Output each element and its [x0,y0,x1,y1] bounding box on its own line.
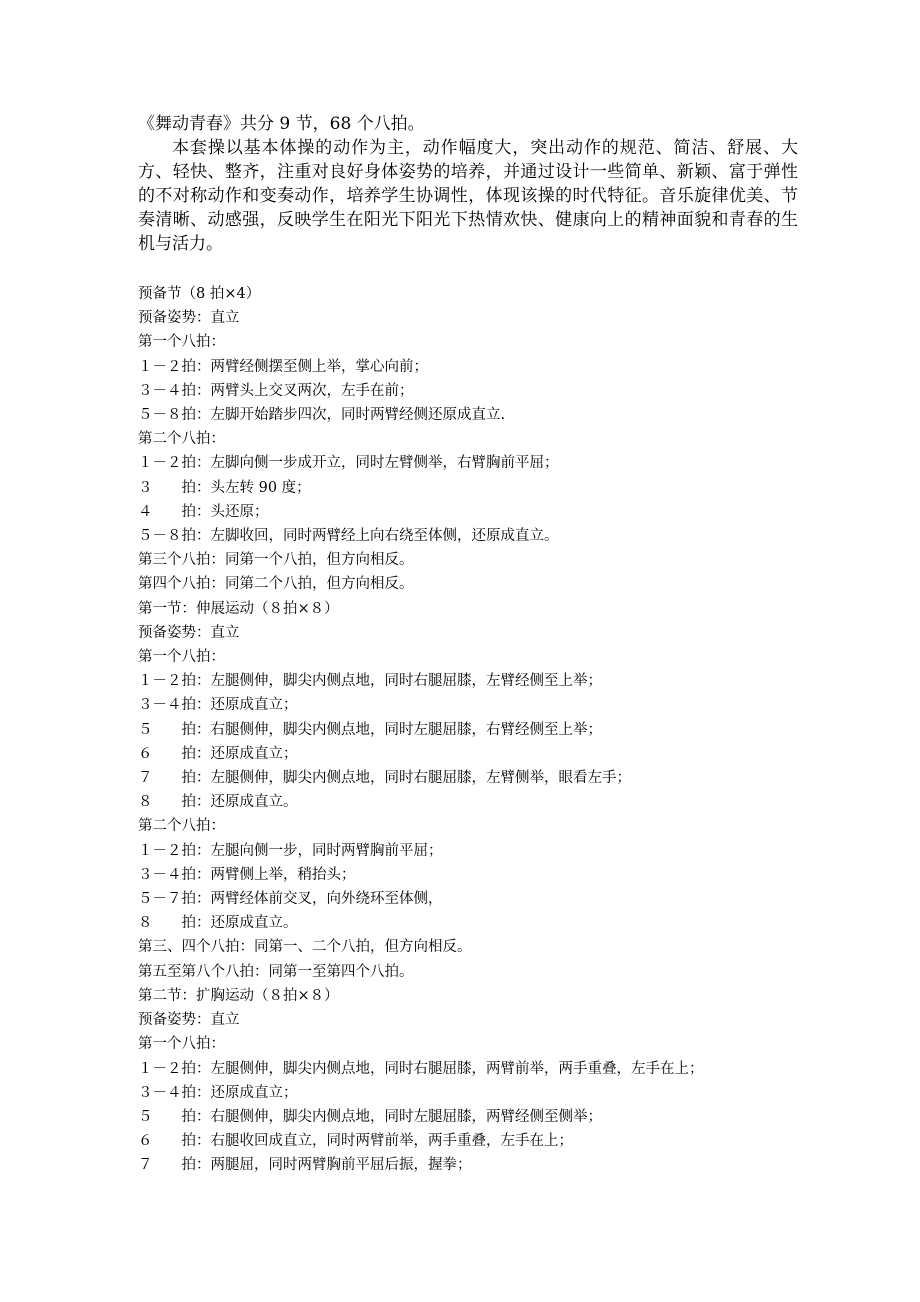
step-line: 第四个八拍：同第二个八拍，但方向相反。 [138,576,414,593]
step-line: １－２拍：左腿向侧一步，同时两臂胸前平屈； [138,842,443,859]
step-line: ５－７拍：两臂经体前交叉，向外绕环至体侧， [138,891,443,908]
exercise-steps [138,282,818,1178]
step-line: ７ 拍：左腿侧伸，脚尖内侧点地，同时右腿屈膝，左臂侧举，眼看左手； [138,770,631,787]
step-line: 第二个八拍： [138,818,225,835]
step-line: ３－４拍：还原成直立； [138,697,298,714]
step-line: 第五至第八个八拍：同第一至第四个八拍。 [138,963,414,980]
step-line: ３ 拍：头左转 90 度； [138,479,311,496]
intro-title-line: 《舞动青春》共分 9 节，68 个八拍。 [138,114,425,134]
step-line: ４ 拍：头还原； [138,503,269,520]
step-line: ６ 拍：右腿收回成直立，同时两臂前举，两手重叠，左手在上； [138,1133,573,1150]
step-line: 预备姿势：直立 [138,310,240,327]
step-line: 第三个八拍：同第一个八拍，但方向相反。 [138,552,414,569]
step-line: 第一节：伸展运动（８拍×８） [138,600,339,617]
step-line: 第一个八拍： [138,334,225,351]
step-line: 第一个八拍： [138,1036,225,1053]
step-line: ３－４拍：两臂侧上举，稍抬头； [138,866,356,883]
step-line: １－２拍：左脚向侧一步成开立，同时左臂侧举，右臂胸前平屈； [138,455,559,472]
step-line: ６ 拍：还原成直立； [138,745,298,762]
step-line: ５－８拍：左脚开始踏步四次，同时两臂经侧还原成直立. [138,407,506,424]
step-line: １－２拍：两臂经侧摆至侧上举，掌心向前； [138,358,428,375]
step-line: 第二个八拍： [138,431,225,448]
intro-paragraph: 本套操以基本体操的动作为主，动作幅度大，突出动作的规范、简洁、舒展、大方、轻快、整齐，注重对良好身体姿势的培养，并通过设计一些简单、新颖、富于弹性的不对称动作和变奏动作，培养学生协调性，体现该操的时代特征。音乐旋律优美、节奏清晰、动感强，反映学生在阳光下阳光下热情欢快、健康向上的精神面貌和青春的生机与活力。 [138,138,798,254]
step-line: ８ 拍：还原成直立。 [138,794,298,811]
step-line: 预备姿势：直立 [138,1012,240,1029]
step-line: 预备节（8 拍×4） [138,286,261,302]
step-line: 第三、四个八拍：同第一、二个八拍，但方向相反。 [138,939,472,956]
step-line: 第一个八拍： [138,649,225,666]
intro-section [138,112,798,256]
step-line: ３－４拍：还原成直立； [138,1084,298,1101]
step-line: ３－４拍：两臂头上交叉两次，左手在前； [138,382,414,399]
step-line: 预备姿势：直立 [138,624,240,641]
step-line: ８ 拍：还原成直立。 [138,915,298,932]
step-line: 第二节：扩胸运动（８拍×８） [138,987,339,1004]
step-line: ７ 拍：两腿屈，同时两臂胸前平屈后振，握拳； [138,1157,472,1174]
step-line: １－２拍：左腿侧伸，脚尖内侧点地，同时右腿屈膝，左臂经侧至上举； [138,673,602,690]
step-line: ５ 拍：右腿侧伸，脚尖内侧点地，同时左腿屈膝，两臂经侧至侧举； [138,1108,602,1125]
step-line: ５ 拍：右腿侧伸，脚尖内侧点地，同时左腿屈膝，右臂经侧至上举； [138,721,602,738]
step-line: ５－８拍：左脚收回，同时两臂经上向右绕至体侧，还原成直立。 [138,528,559,545]
step-line: １－２拍：左腿侧伸，脚尖内侧点地，同时右腿屈膝，两臂前举，两手重叠，左手在上； [138,1060,704,1077]
